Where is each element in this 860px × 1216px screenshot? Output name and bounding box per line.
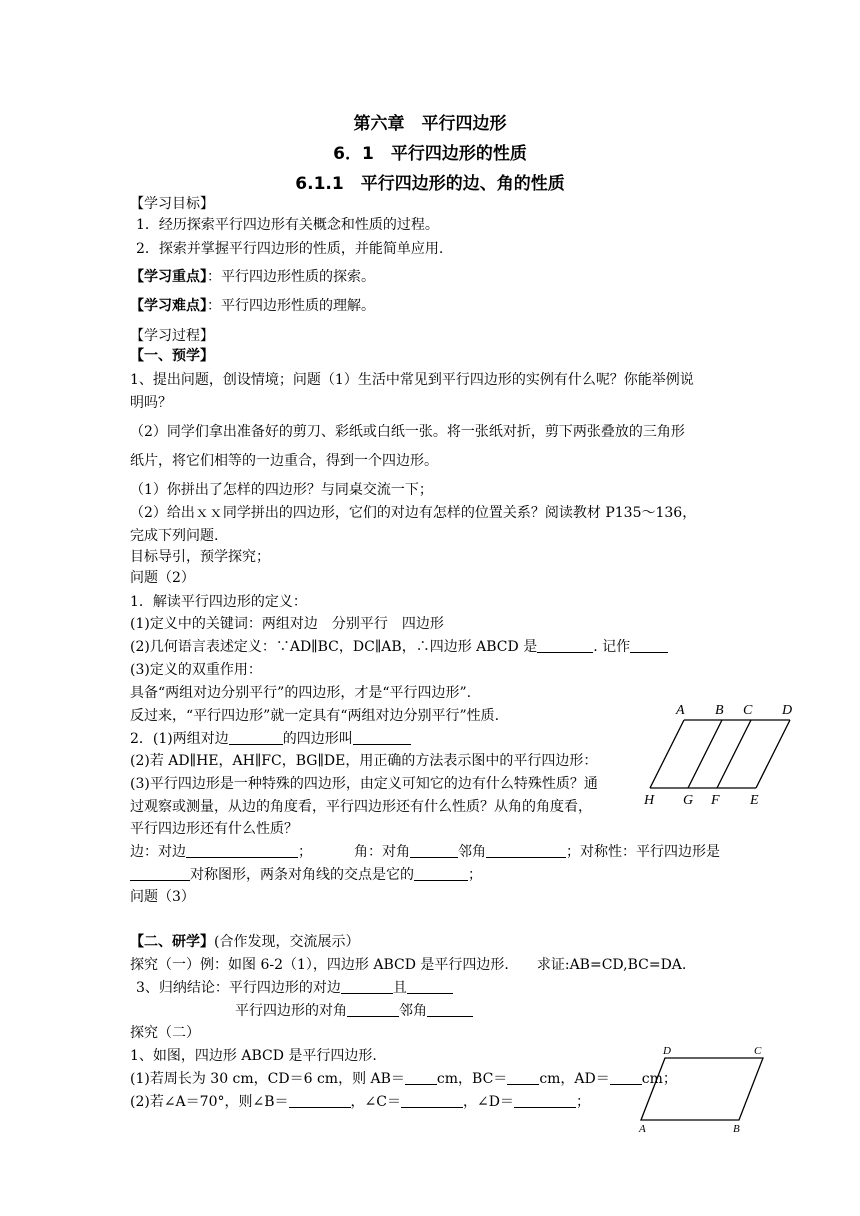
exercise-1b-text: (2)若∠A＝70°，则∠B＝ bbox=[130, 1094, 289, 1110]
blank[interactable] bbox=[407, 979, 453, 994]
exercise-1b bbox=[130, 1093, 590, 1111]
parallelogram-abcd bbox=[641, 1058, 763, 1120]
guide-line: 目标导引，预学探究； bbox=[130, 549, 270, 565]
edge-label: 边：对边 bbox=[130, 844, 186, 860]
subsection-title: 6.1.1 平行四边形的边、角的性质 bbox=[295, 174, 565, 194]
blank[interactable] bbox=[414, 866, 468, 881]
exercise-1b-text-2: ，∠C＝ bbox=[350, 1094, 401, 1110]
exercise-1a-text-3: cm，AD＝ bbox=[539, 1071, 610, 1087]
conclusion-2-text: 平行四边形的对角 bbox=[235, 1003, 347, 1019]
blank[interactable] bbox=[405, 1070, 437, 1085]
item-2-2: (2)若 AD∥HE，AH∥FC，BG∥DE，用正确的方法表示图中的平行四边形： bbox=[130, 753, 598, 769]
exercise-1a-text-2: cm，BC＝ bbox=[436, 1071, 508, 1087]
blank[interactable] bbox=[289, 1093, 351, 1108]
line-bg bbox=[688, 720, 722, 788]
dual-role-1: 具备“两组对边分别平行”的四边形，才是“平行四边形”. bbox=[130, 685, 472, 701]
definition-geometric-text: (2)几何语言表述定义：∵AD∥BC，DC∥AB，∴四边形 ABCD 是 bbox=[130, 639, 538, 655]
label-g: G bbox=[683, 793, 694, 808]
key-point-text: ：平行四边形性质的探索。 bbox=[207, 269, 375, 285]
research-heading bbox=[130, 933, 359, 951]
label-c: C bbox=[743, 703, 753, 718]
label-b: B bbox=[733, 1123, 740, 1134]
label-a: A bbox=[639, 1123, 646, 1134]
explore-2: 探究（二） bbox=[130, 1025, 200, 1041]
conclusion-1-and: 且 bbox=[392, 980, 407, 996]
conclusion-2-adjacent: 邻角 bbox=[399, 1003, 427, 1019]
exercise-1a bbox=[130, 1070, 677, 1088]
symmetry-text: 对称图形，两条对角线的交点是它的 bbox=[190, 867, 414, 883]
blank[interactable] bbox=[186, 843, 298, 858]
item-2-3a: (3)平行四边形是一种特殊的四边形，由定义可知它的边有什么特殊性质？通 bbox=[130, 776, 598, 792]
research-heading-note: (合作发现，交流展示） bbox=[214, 934, 360, 950]
item-2-1 bbox=[130, 730, 411, 748]
para-2a: （2）同学们拿出准备好的剪刀、彩纸或白纸一张。将一张纸对折，剪下两张叠放的三角形 bbox=[130, 424, 685, 440]
key-point-label: 【学习重点】 bbox=[130, 269, 207, 285]
symmetry-label: ；对称性：平行四边形是 bbox=[566, 844, 720, 860]
blank[interactable] bbox=[427, 1002, 473, 1017]
problem-2-label: 问题（2） bbox=[130, 570, 195, 586]
line-de bbox=[756, 720, 790, 788]
exercise-1: 1、如图，四边形 ABCD 是平行四边形. bbox=[130, 1048, 377, 1064]
blank[interactable] bbox=[630, 638, 668, 653]
difficult-point-label: 【学习难点】 bbox=[130, 298, 207, 314]
adjacent-angle-label: 邻角 bbox=[458, 844, 486, 860]
exercise-1b-text-4: ； bbox=[575, 1094, 590, 1110]
blank[interactable] bbox=[229, 730, 283, 745]
angle-label: 角：对角 bbox=[354, 844, 410, 860]
blank[interactable] bbox=[401, 1093, 463, 1108]
blank[interactable] bbox=[130, 866, 190, 881]
property-line bbox=[130, 843, 720, 861]
definition-geometric-notation: . 记作 bbox=[593, 639, 631, 655]
label-e: E bbox=[750, 793, 759, 808]
parallelogram-figure-1 bbox=[640, 700, 810, 810]
label-f: F bbox=[711, 793, 720, 808]
blank[interactable] bbox=[341, 979, 393, 994]
line-ah bbox=[650, 720, 684, 788]
section-title: 6．1 平行四边形的性质 bbox=[333, 144, 527, 164]
label-h: H bbox=[644, 793, 655, 808]
para-1b: 明吗？ bbox=[130, 395, 172, 411]
para-1a: 1、提出问题，创设情境；问题（1）生活中常见到平行四边形的实例有什么呢？你能举例说 bbox=[130, 372, 694, 388]
research-heading-label: 【二、研学】 bbox=[130, 934, 214, 950]
definition-geometric bbox=[130, 638, 668, 656]
line-cf bbox=[717, 720, 751, 788]
item-2-3c: 平行四边形还有什么性质？ bbox=[130, 821, 298, 837]
conclusion-2 bbox=[235, 1002, 473, 1020]
question-2a: （2）给出ｘｘ同学拼出的四边形，它们的对边有怎样的位置关系？阅读教材 P135～136， bbox=[130, 505, 697, 521]
process-heading: 【学习过程】 bbox=[130, 328, 214, 344]
exercise-1a-text-4: cm； bbox=[641, 1071, 677, 1087]
dual-role-2: 反过来，“平行四边形”就一定具有“两组对边分别平行”性质. bbox=[130, 708, 500, 724]
question-1: （1）你拼出了怎样的四边形？与同桌交流一下； bbox=[130, 482, 433, 498]
blank[interactable] bbox=[347, 1002, 399, 1017]
item-2-1-text: 2．(1)两组对边 bbox=[130, 731, 229, 747]
edge-end: ； bbox=[298, 844, 312, 860]
parallelogram-figure-2 bbox=[635, 1044, 775, 1134]
symmetry-line bbox=[130, 866, 482, 884]
difficult-point-text: ：平行四边形性质的理解。 bbox=[207, 298, 375, 314]
goal-item-1: 1．经历探索平行四边形有关概念和性质的过程。 bbox=[136, 217, 439, 233]
conclusion-1 bbox=[136, 979, 453, 997]
definition-keywords: (1)定义中的关键词：两组对边 分别平行 四边形 bbox=[130, 616, 444, 632]
goal-item-2: 2．探索并掌握平行四边形的性质，并能简单应用. bbox=[136, 241, 444, 257]
blank[interactable] bbox=[537, 638, 593, 653]
blank[interactable] bbox=[410, 843, 458, 858]
label-d: D bbox=[782, 703, 793, 718]
conclusion-1-text: 3、归纳结论：平行四边形的对边 bbox=[136, 980, 341, 996]
definition-heading: 1．解读平行四边形的定义： bbox=[130, 594, 307, 610]
question-2b: 完成下列问题. bbox=[130, 528, 219, 544]
difficult-point bbox=[130, 297, 375, 315]
para-2b: 纸片，将它们相等的一边重合，得到一个四边形。 bbox=[130, 453, 438, 469]
definition-dual-role: (3)定义的双重作用： bbox=[130, 662, 262, 678]
label-d: D bbox=[663, 1045, 671, 1057]
blank[interactable] bbox=[507, 1070, 539, 1085]
exercise-1a-text: (1)若周长为 30 cm，CD＝6 cm，则 AB＝ bbox=[130, 1071, 405, 1087]
label-c: C bbox=[754, 1045, 762, 1057]
blank[interactable] bbox=[353, 730, 411, 745]
chapter-title: 第六章 平行四边形 bbox=[353, 114, 507, 134]
label-a: A bbox=[676, 703, 685, 718]
blank[interactable] bbox=[486, 843, 566, 858]
symmetry-end: ； bbox=[468, 867, 482, 883]
preview-heading: 【一、预学】 bbox=[130, 348, 214, 364]
exercise-1b-text-3: ，∠D＝ bbox=[462, 1094, 514, 1110]
label-b: B bbox=[715, 703, 724, 718]
problem-3-label: 问题（3） bbox=[130, 889, 195, 905]
item-2-1-text-2: 的四边形叫 bbox=[282, 731, 353, 747]
item-2-3b: 过观察或测量，从边的角度看，平行四边形还有什么性质？从角的角度看， bbox=[130, 799, 592, 815]
goals-heading: 【学习目标】 bbox=[130, 196, 214, 212]
explore-1: 探究（一）例：如图 6-2（1），四边形 ABCD 是平行四边形. 求证:AB=CD,BC=DA. bbox=[130, 957, 687, 973]
blank[interactable] bbox=[514, 1093, 576, 1108]
key-point bbox=[130, 268, 375, 286]
